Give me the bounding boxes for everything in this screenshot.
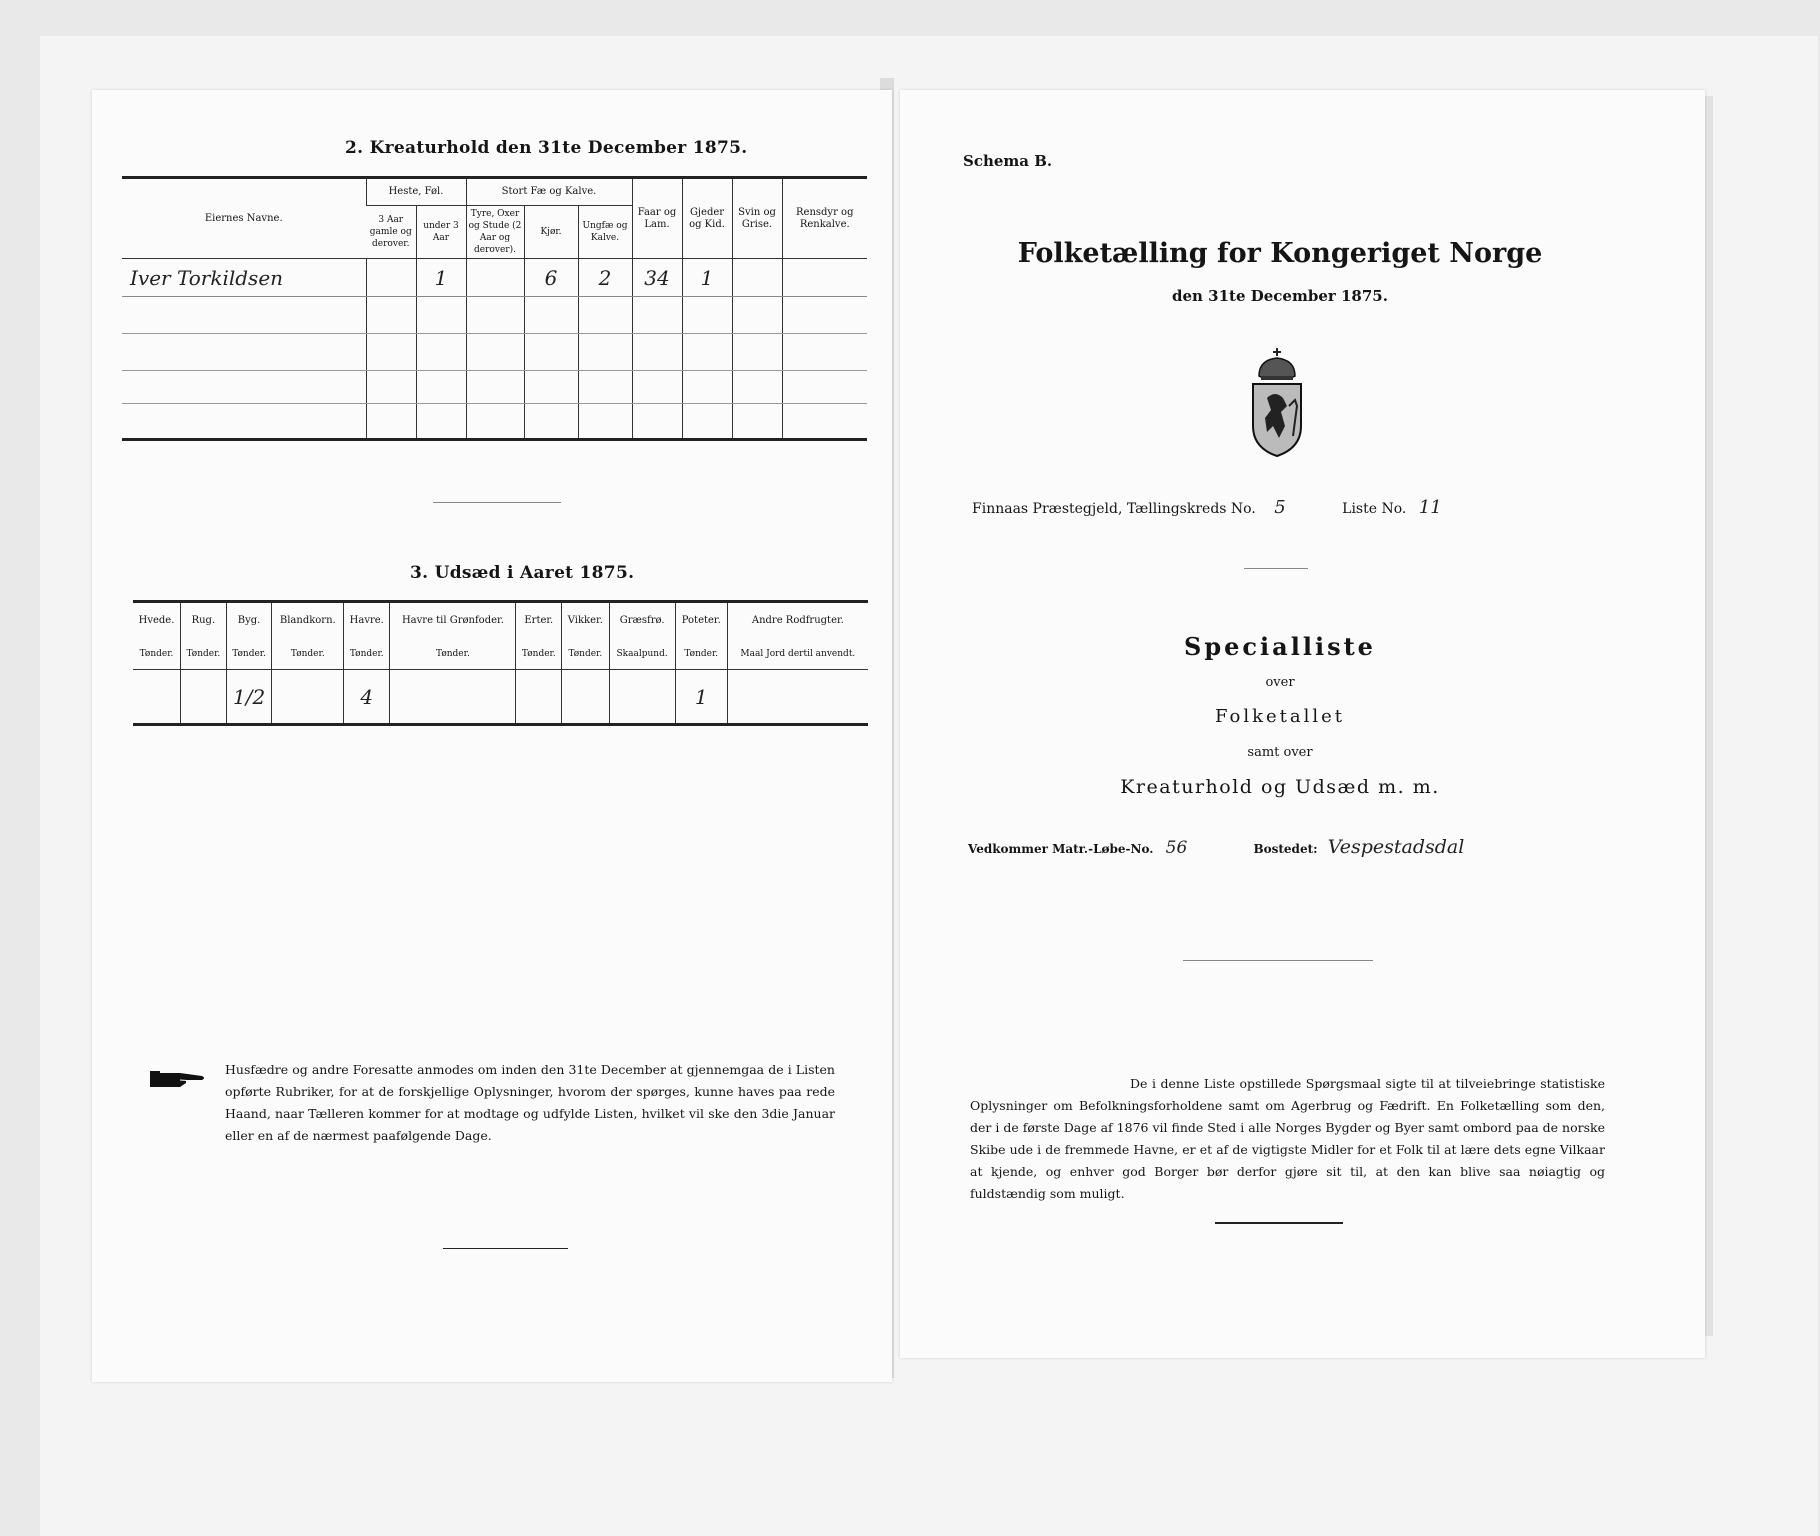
seed-value-cell xyxy=(727,670,868,725)
table-row xyxy=(122,404,867,440)
seed-column-unit: Tønder. xyxy=(562,640,609,670)
section2-title: 2. Kreaturhold den 31te December 1875. xyxy=(345,138,748,158)
cattle-young-header: Ungfæ og Kalve. xyxy=(578,206,632,259)
matr-label: Vedkommer Matr.-Løbe-No. xyxy=(968,842,1154,856)
seed-column-unit: Tønder. xyxy=(675,640,727,670)
parish-line xyxy=(972,497,1442,518)
cell xyxy=(524,297,578,334)
sheep-header: Faar og Lam. xyxy=(632,178,682,259)
horses-old-header: 3 Aar gamle og derover. xyxy=(366,206,416,259)
cell xyxy=(632,297,682,334)
seed-column-unit: Skaalpund. xyxy=(609,640,675,670)
cell xyxy=(416,297,466,334)
pigs-cell xyxy=(732,259,782,297)
list-label: Liste No. xyxy=(1342,501,1407,517)
separator-rule xyxy=(1244,568,1308,569)
separator-rule xyxy=(1183,960,1373,961)
seed-column-unit: Tønder. xyxy=(133,640,181,670)
coat-of-arms-icon xyxy=(1245,346,1309,460)
horses-young-cell: 1 xyxy=(416,259,466,297)
seed-value-cell xyxy=(390,670,516,725)
matr-line xyxy=(968,836,1464,858)
reindeer-cell xyxy=(782,259,867,297)
cell xyxy=(466,334,524,371)
owner-cell xyxy=(122,371,366,404)
seed-column-unit: Tønder. xyxy=(272,640,344,670)
over-label: over xyxy=(1265,675,1295,690)
seed-value-cell xyxy=(181,670,227,725)
cell xyxy=(632,371,682,404)
list-number: 11 xyxy=(1418,497,1442,518)
owner-cell xyxy=(122,297,366,334)
owner-cell xyxy=(122,404,366,440)
horses-young-header: under 3 Aar xyxy=(416,206,466,259)
cell xyxy=(466,297,524,334)
district-number: 5 xyxy=(1274,497,1286,518)
seed-column-unit: Tønder. xyxy=(344,640,390,670)
closing-rule xyxy=(443,1248,568,1249)
cell xyxy=(632,334,682,371)
cell xyxy=(682,297,732,334)
cell xyxy=(682,334,732,371)
cell xyxy=(732,297,782,334)
pointing-hand-icon xyxy=(150,1068,206,1090)
cell xyxy=(578,404,632,440)
cell xyxy=(578,334,632,371)
cattle-bulls-header: Tyre, Oxer og Stude (2 Aar og derover). xyxy=(466,206,524,259)
seed-column-header: Vikker. xyxy=(562,602,609,640)
seed-column-header: Poteter. xyxy=(675,602,727,640)
seed-column-header: Andre Rodfrugter. xyxy=(727,602,868,640)
bosted-label: Bostedet: xyxy=(1253,842,1318,856)
cell xyxy=(366,334,416,371)
cell xyxy=(366,297,416,334)
table-row xyxy=(122,371,867,404)
separator-rule xyxy=(433,502,561,503)
cell xyxy=(732,404,782,440)
sheep-cell: 34 xyxy=(632,259,682,297)
seed-value-cell: 4 xyxy=(344,670,390,725)
cell xyxy=(466,371,524,404)
owner-header: Eiernes Navne. xyxy=(122,178,366,259)
seed-column-header: Byg. xyxy=(226,602,272,640)
seed-value-cell xyxy=(133,670,181,725)
owner-cell: Iver Torkildsen xyxy=(122,259,366,297)
page-edge xyxy=(1705,96,1713,1336)
reindeer-header: Rensdyr og Renkalve. xyxy=(782,178,867,259)
cattle-bulls-cell xyxy=(466,259,524,297)
seed-value-cell xyxy=(516,670,562,725)
cell xyxy=(524,371,578,404)
seed-column-unit: Maal Jord dertil anvendt. xyxy=(727,640,868,670)
cell xyxy=(416,404,466,440)
cell xyxy=(782,371,867,404)
cell xyxy=(524,334,578,371)
cell xyxy=(416,371,466,404)
cell xyxy=(366,404,416,440)
cell xyxy=(524,404,578,440)
horses-header: Heste, Føl. xyxy=(366,178,466,206)
seed-column-header: Græsfrø. xyxy=(609,602,675,640)
cell xyxy=(366,371,416,404)
main-title: Folketælling for Kongeriget Norge xyxy=(1017,238,1543,269)
table-row xyxy=(122,334,867,371)
main-subtitle: den 31te December 1875. xyxy=(1172,287,1388,305)
horses-old-cell xyxy=(366,259,416,297)
goats-cell: 1 xyxy=(682,259,732,297)
seed-column-header: Blandkorn. xyxy=(272,602,344,640)
cell xyxy=(632,404,682,440)
notice-text: Husfædre og andre Foresatte anmodes om inden den 31te December at gjennemgaa de i Listen opførte Rubriker, for at de forskjellige Oplysninger, hvorom der spørges, kunne haves paa rede Haand, naar Tælleren kommer for at modtage og udfylde Listen, hvilket vil ske den 3die Januar eller en af de nærmest paafølgende Dage. xyxy=(225,1062,835,1143)
seed-value-cell xyxy=(562,670,609,725)
section3-title: 3. Udsæd i Aaret 1875. xyxy=(410,563,635,583)
pigs-header: Svin og Grise. xyxy=(732,178,782,259)
goats-header: Gjeder og Kid. xyxy=(682,178,732,259)
matr-number: 56 xyxy=(1165,838,1188,858)
cattle-cows-cell: 6 xyxy=(524,259,578,297)
kreaturhold-label: Kreaturhold og Udsæd m. m. xyxy=(1120,776,1440,798)
cell xyxy=(578,297,632,334)
cell xyxy=(782,297,867,334)
table-row xyxy=(122,297,867,334)
folketallet-label: Folketallet xyxy=(1214,706,1346,727)
closing-rule xyxy=(1215,1222,1343,1224)
cell xyxy=(578,371,632,404)
seed-column-unit: Tønder. xyxy=(516,640,562,670)
cell xyxy=(732,334,782,371)
seed-column-header: Havre. xyxy=(344,602,390,640)
seed-value-cell: 1 xyxy=(675,670,727,725)
seed-column-unit: Tønder. xyxy=(181,640,227,670)
seed-column-unit: Tønder. xyxy=(226,640,272,670)
cattle-header: Stort Fæ og Kalve. xyxy=(466,178,632,206)
cell xyxy=(682,404,732,440)
table-row xyxy=(122,259,867,297)
seed-value-cell xyxy=(272,670,344,725)
owner-cell xyxy=(122,334,366,371)
cell xyxy=(682,371,732,404)
cell xyxy=(466,404,524,440)
seed-value-cell xyxy=(609,670,675,725)
bosted-value: Vespestadsdal xyxy=(1327,836,1465,858)
table-row xyxy=(133,670,868,725)
footer-text: De i denne Liste opstillede Spørgsmaal sigte til at tilveiebringe statistiske Oplysninger om Befolkningsforholdene samt om Agerbrug og Fædrift. En Folketælling som den, der i de første Dage af 1876 vil finde Sted i alle Norges Bygder og Byer samt ombord paa de norske Skibe ude i de fremmede Havne, er et af de vigtigste Midler for et Folk til at lære dets egne Vilkaar at kjende, og enhver god Borger bør derfor gjøre sit til, at den kan blive saa nøiagtig og fuldstændig som muligt. xyxy=(970,1076,1605,1201)
seed-header-row xyxy=(133,602,868,640)
parish-label: Finnaas Præstegjeld, Tællingskreds No. xyxy=(972,501,1256,517)
cattle-cows-header: Kjør. xyxy=(524,206,578,259)
seed-unit-row xyxy=(133,640,868,670)
specialliste-title: Specialliste xyxy=(1184,632,1376,661)
seed-column-header: Havre til Grønfoder. xyxy=(390,602,516,640)
seed-column-header: Rug. xyxy=(181,602,227,640)
seed-column-unit: Tønder. xyxy=(390,640,516,670)
samt-over-label: samt over xyxy=(1247,745,1313,760)
seed-column-header: Hvede. xyxy=(133,602,181,640)
seed-table xyxy=(133,600,868,726)
cell xyxy=(416,334,466,371)
cell xyxy=(732,371,782,404)
seed-column-header: Erter. xyxy=(516,602,562,640)
seed-value-cell: 1/2 xyxy=(226,670,272,725)
schema-label: Schema B. xyxy=(963,152,1053,170)
cattle-young-cell: 2 xyxy=(578,259,632,297)
cell xyxy=(782,334,867,371)
cell xyxy=(782,404,867,440)
livestock-table xyxy=(122,176,867,441)
